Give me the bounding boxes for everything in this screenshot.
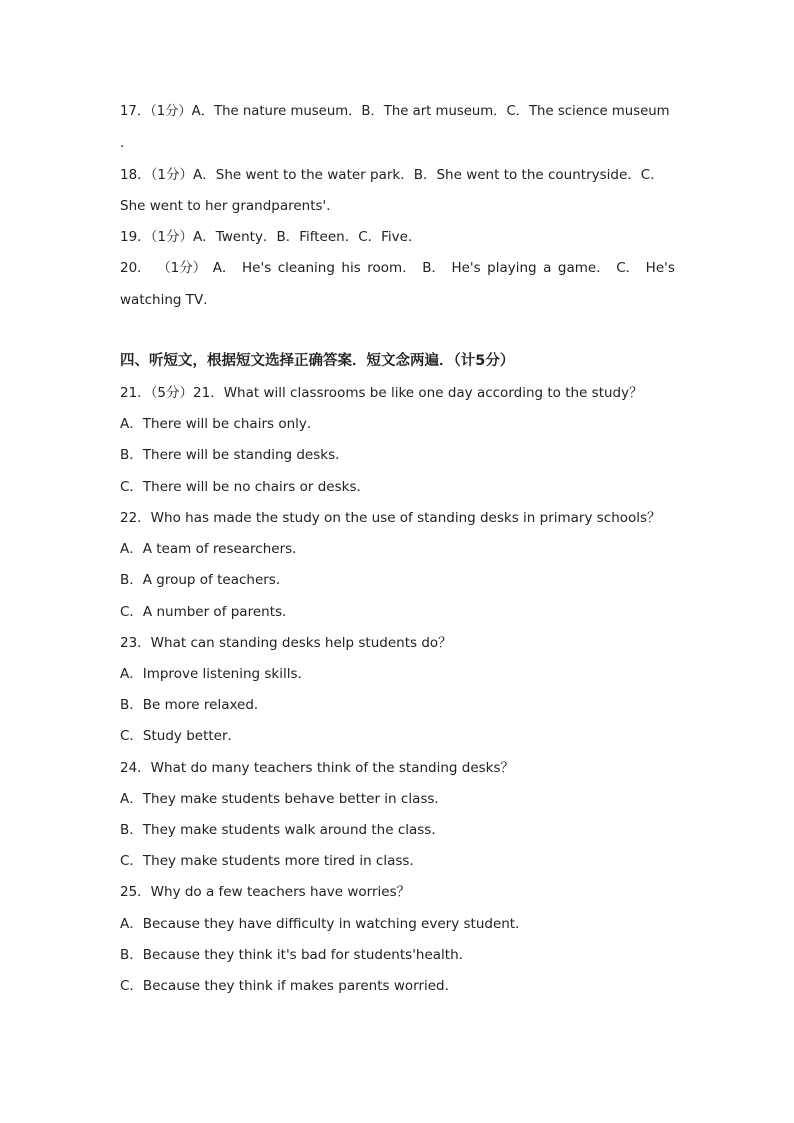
q24-stem: 24．What do many teachers think of the standing desks？ (120, 760, 515, 776)
q20-part: 20． (120, 260, 151, 276)
q18-line1: 18．（1分）A．She went to the water park．B．She went to the countryside．C． (120, 167, 664, 183)
q25-option-c: C．Because they think if makes parents worried． (120, 978, 459, 994)
q22-stem: 22．Who has made the study on the use of standing desks in primary schools？ (120, 510, 661, 526)
q23-stem: 23．What can standing desks help students do？ (120, 635, 452, 651)
q20-part: his (341, 260, 361, 276)
q24-option-b: B．They make students walk around the class． (120, 822, 445, 838)
q20-part: playing (487, 260, 537, 276)
q17-line1: 17．（1分）A．The nature museum．B．The art museum．C．The science museum (120, 104, 670, 119)
q21-option-c: C．There will be no chairs or desks． (120, 479, 370, 495)
q20-part: B． (422, 260, 445, 276)
q25-stem: 25．Why do a few teachers have worries？ (120, 884, 411, 900)
q22-option-a: A．A team of researchers． (120, 541, 306, 557)
q25-option-b: B．Because they think it's bad for students'health． (120, 947, 473, 963)
section4-heading: 四、听短文，根据短文选择正确答案．短文念两遍．（计5分） (120, 353, 515, 369)
q25-option-a: A．Because they have difficulty in watching every student． (120, 916, 529, 932)
q20-part: （1分） (157, 260, 207, 276)
q18-line2: She went to her grandparents'． (120, 198, 340, 214)
q21-stem: 21．（5分）21．What will classrooms be like one day according to the study？ (120, 385, 643, 401)
q20-part: room． (367, 260, 416, 276)
q22-option-b: B．A group of teachers． (120, 572, 290, 588)
q23-option-a: A．Improve listening skills． (120, 666, 312, 682)
q20-line2: watching TV． (120, 292, 217, 308)
q20-part: a (543, 260, 552, 276)
q17-line2: ． (120, 135, 134, 151)
q24-option-c: C．They make students more tired in class． (120, 853, 423, 869)
q20-part: cleaning (277, 260, 335, 276)
q20-part: C． (616, 260, 640, 276)
q20-part: A． (212, 260, 236, 276)
q20-part: He's (451, 260, 481, 276)
q22-option-c: C．A number of parents． (120, 604, 296, 620)
q23-option-c: C．Study better． (120, 728, 242, 744)
q19-line1: 19．（1分）A．Twenty．B．Fifteen．C．Five． (120, 229, 422, 245)
q24-option-a: A．They make students behave better in class． (120, 791, 448, 807)
q23-option-b: B．Be more relaxed． (120, 697, 268, 713)
q20-part: He's (242, 260, 272, 276)
q20-part: He's (645, 260, 675, 276)
q20-part: game． (557, 260, 610, 276)
q21-option-a: A．There will be chairs only． (120, 416, 321, 432)
q20-line1 (120, 259, 675, 277)
q21-option-b: B．There will be standing desks． (120, 447, 349, 463)
